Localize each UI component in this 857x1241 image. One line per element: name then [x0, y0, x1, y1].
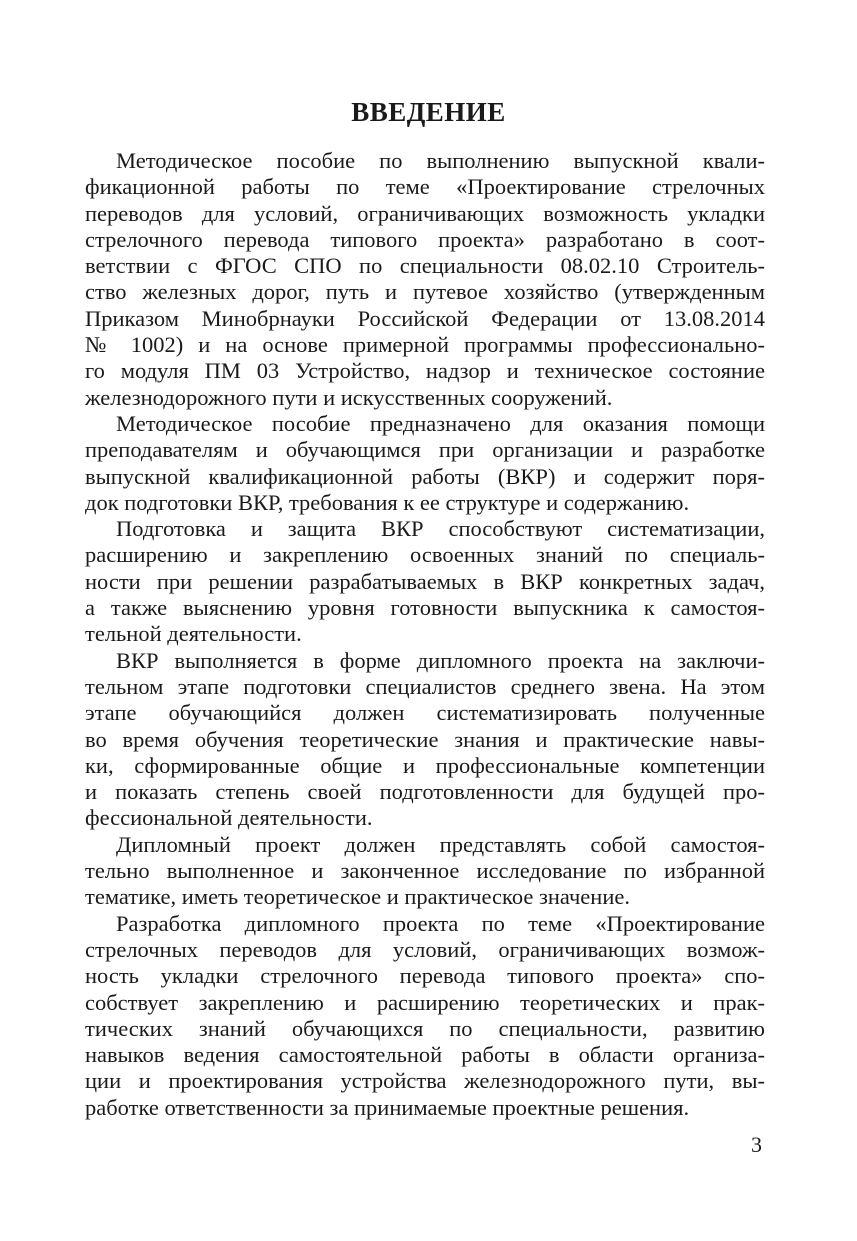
page-title: ВВЕДЕНИЕ: [351, 97, 506, 127]
text-line: работке ответственности за принимаемые проектные решения.: [85, 1094, 690, 1120]
text-line: № 1002) и на основе примерной программы профессионально-: [85, 332, 765, 358]
text-line: переводов для условий, ограничивающих возможность укладки: [85, 200, 765, 226]
text-line: тельно выполненное и законченное исследование по избранной: [85, 858, 765, 884]
text-line: тельной деятельности.: [85, 621, 302, 647]
text-line: стрелочного перевода типового проекта» разработано в соот-: [85, 226, 765, 252]
text-line: Разработка дипломного проекта по теме «Проектирование: [116, 910, 765, 936]
text-line: тематике, иметь теоретическое и практическое значение.: [85, 884, 630, 910]
paragraph: [85, 832, 765, 911]
text-line: Методическое пособие по выполнению выпускной квали-: [116, 148, 765, 173]
text-line: тических знаний обучающихся по специальности, развитию: [85, 1015, 765, 1041]
text-line: собствует закреплению и расширению теоретических и прак-: [85, 989, 765, 1015]
text-line: фессиональной деятельности.: [85, 805, 373, 831]
text-line: ции и проектирования устройства железнодорожного пути, вы-: [85, 1068, 765, 1094]
text-line: Дипломный проект должен представлять собой самостоя-: [116, 831, 765, 857]
paragraph: [85, 411, 765, 516]
text-line: железнодорожного пути и искусственных сооружений.: [85, 384, 613, 410]
text-line: ветствии с ФГОС СПО по специальности 08.02.10 Строитель-: [85, 253, 765, 279]
text-line: этапе обучающийся должен систематизировать полученные: [85, 700, 765, 726]
text-line: тельном этапе подготовки специалистов среднего звена. На этом: [85, 673, 765, 699]
text-line: ность укладки стрелочного перевода типового проекта» спо-: [85, 963, 765, 989]
text-line: го модуля ПМ 03 Устройство, надзор и техническое состояние: [85, 358, 765, 384]
text-line: и показать степень своей подготовленности для будущей про-: [85, 779, 765, 805]
paragraph: [85, 911, 765, 1121]
paragraph: [85, 148, 765, 411]
text-line: фикационной работы по теме «Проектирование стрелочных: [85, 174, 765, 200]
text-line: навыков ведения самостоятельной работы в области организа-: [85, 1042, 765, 1068]
text-line: Подготовка и защита ВКР способствуют систематизации,: [116, 516, 765, 542]
text-line: преподавателям и обучающимся при организации и разработке: [85, 437, 765, 463]
text-line: ВКР выполняется в форме дипломного проекта на заключи-: [116, 647, 765, 673]
body-text: [85, 148, 765, 1121]
text-line: расширению и закреплению освоенных знаний по специаль-: [85, 542, 765, 568]
text-line: ности при решении разрабатываемых в ВКР конкретных задач,: [85, 568, 765, 594]
text-line: Приказом Минобрнауки Российской Федерации от 13.08.2014: [85, 305, 765, 331]
text-line: ки, сформированные общие и профессиональные компетенции: [85, 752, 765, 778]
paragraph: [85, 516, 765, 647]
text-line: выпускной квалификационной работы (ВКР) и содержит поря-: [85, 463, 765, 489]
text-line: ство железных дорог, путь и путевое хозяйство (утвержденным: [85, 279, 765, 305]
paragraph: [85, 648, 765, 832]
text-line: во время обучения теоретические знания и практические навы-: [85, 726, 765, 752]
page-number: 3: [751, 1132, 762, 1157]
text-line: Методическое пособие предназначено для оказания помощи: [116, 410, 765, 436]
text-line: стрелочных переводов для условий, ограничивающих возмож-: [85, 936, 765, 962]
text-line: док подготовки ВКР, требования к ее структуре и содержанию.: [85, 489, 690, 515]
text-line: а также выяснению уровня готовности выпускника к самостоя-: [85, 595, 765, 621]
